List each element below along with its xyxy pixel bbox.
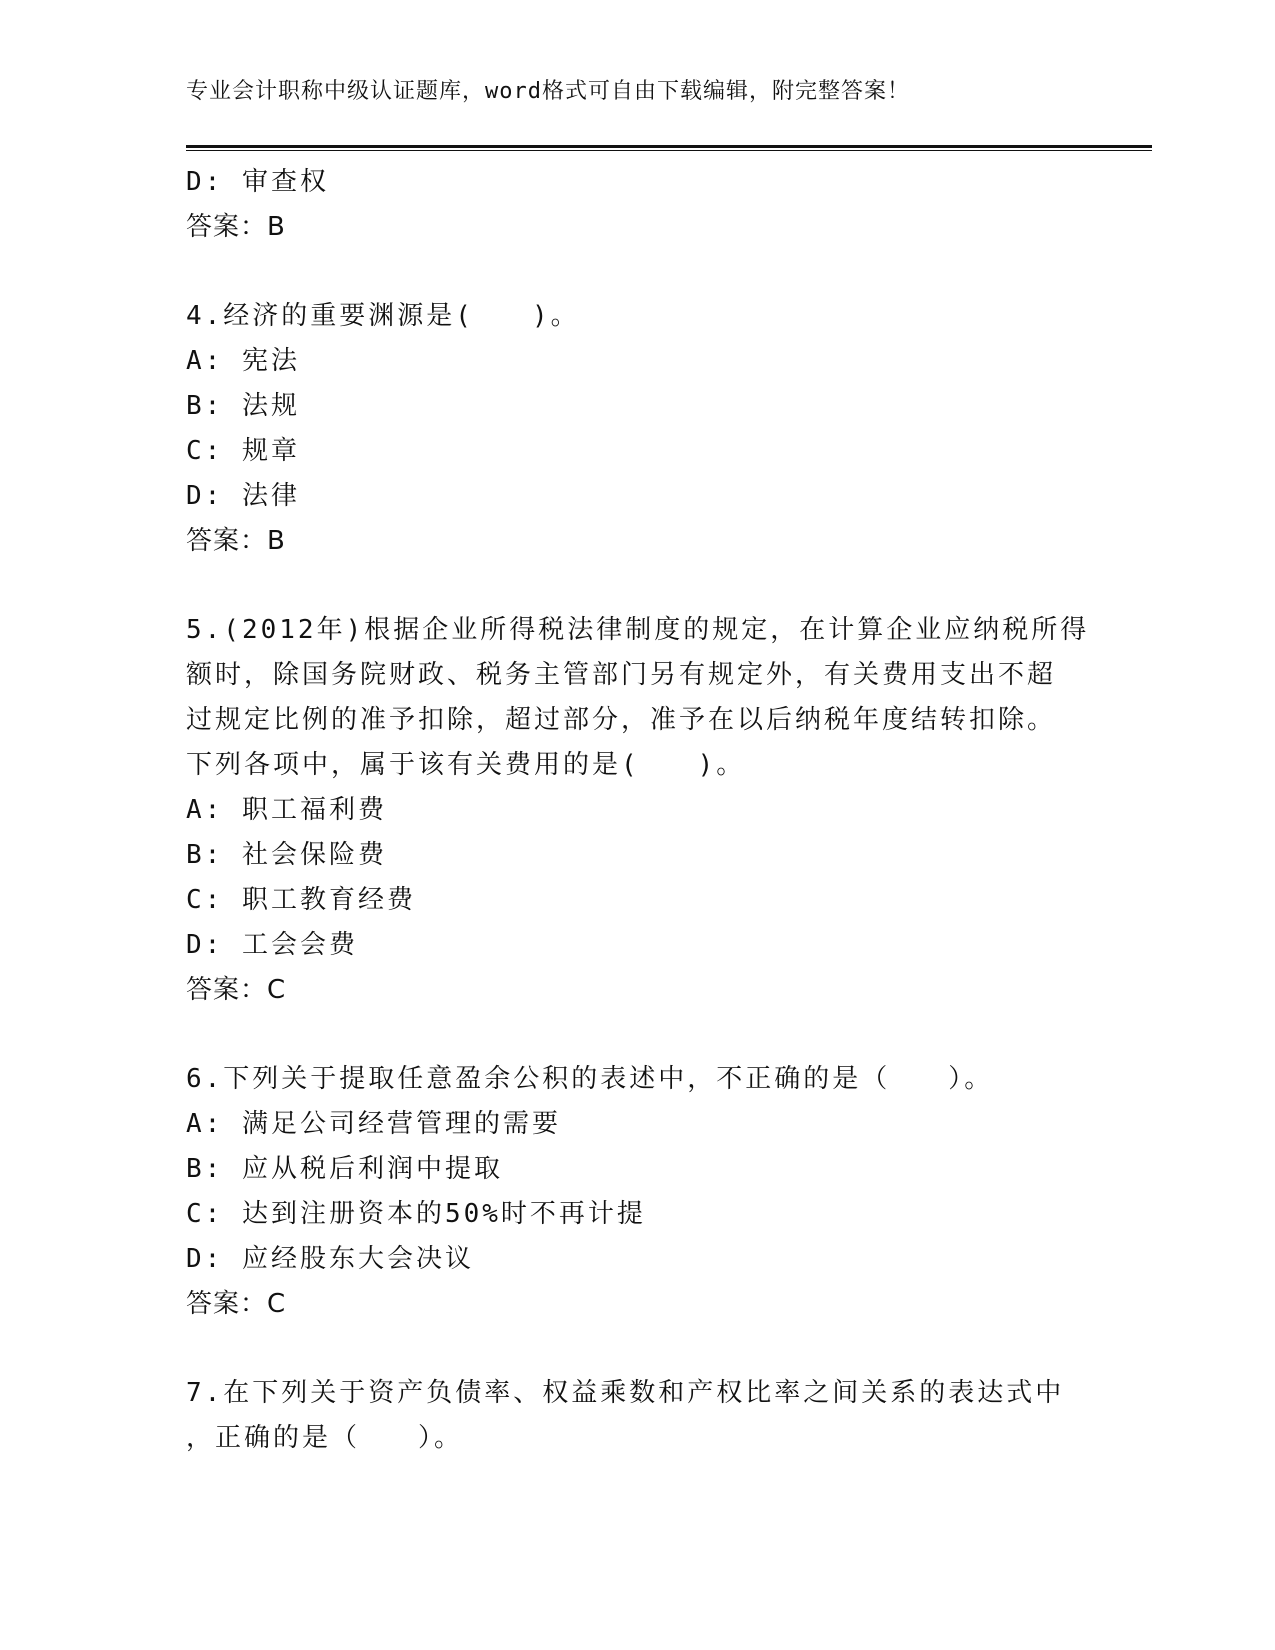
answer: 答案：B bbox=[186, 212, 286, 242]
option-d: D: 应经股东大会决议 bbox=[186, 1244, 474, 1274]
option-b: B: 应从税后利润中提取 bbox=[186, 1154, 503, 1184]
option-d: D: 工会会费 bbox=[186, 930, 358, 960]
option-c: C: 规章 bbox=[186, 436, 300, 466]
option-c: C: 达到注册资本的50%时不再计提 bbox=[186, 1199, 646, 1229]
question-stem-line: 7.在下列关于资产负债率、权益乘数和产权比率之间关系的表达式中 bbox=[186, 1378, 1065, 1408]
option-a: A: 职工福利费 bbox=[186, 795, 387, 825]
question-4 bbox=[186, 294, 1086, 564]
question-stem-line: ，正确的是（ ）。 bbox=[186, 1423, 464, 1453]
option-a: A: 满足公司经营管理的需要 bbox=[186, 1109, 561, 1139]
question-stem: 4.经济的重要渊源是( )。 bbox=[186, 301, 580, 331]
question-stem-line: 过规定比例的准予扣除，超过部分，准予在以后纳税年度结转扣除。 bbox=[186, 705, 1057, 735]
question-3 bbox=[186, 160, 1086, 250]
option-a: A: 宪法 bbox=[186, 346, 300, 376]
option-c: C: 职工教育经费 bbox=[186, 885, 416, 915]
page-header: 专业会计职称中级认证题库，word格式可自由下载编辑，附完整答案！ bbox=[186, 79, 910, 104]
question-6 bbox=[186, 1057, 1086, 1327]
answer: 答案：B bbox=[186, 526, 286, 556]
question-stem-line: 5.(2012年)根据企业所得税法律制度的规定，在计算企业应纳税所得 bbox=[186, 615, 1090, 645]
header-rule-thin bbox=[186, 150, 1152, 151]
question-5 bbox=[186, 608, 1090, 1013]
question-stem-line: 额时，除国务院财政、税务主管部门另有规定外，有关费用支出不超 bbox=[186, 660, 1057, 690]
header-rule-thick bbox=[186, 145, 1152, 148]
question-7 bbox=[186, 1371, 1086, 1461]
question-stem-line: 下列各项中，属于该有关费用的是( )。 bbox=[186, 750, 746, 780]
option-b: B: 法规 bbox=[186, 391, 300, 421]
option-d: D: 法律 bbox=[186, 481, 300, 511]
answer: 答案：C bbox=[186, 975, 287, 1005]
question-stem: 6.下列关于提取任意盈余公积的表述中，不正确的是（ ）。 bbox=[186, 1064, 994, 1094]
option-d: D: 审查权 bbox=[186, 167, 329, 197]
option-b: B: 社会保险费 bbox=[186, 840, 387, 870]
answer: 答案：C bbox=[186, 1289, 287, 1319]
question-list bbox=[186, 160, 1090, 1461]
